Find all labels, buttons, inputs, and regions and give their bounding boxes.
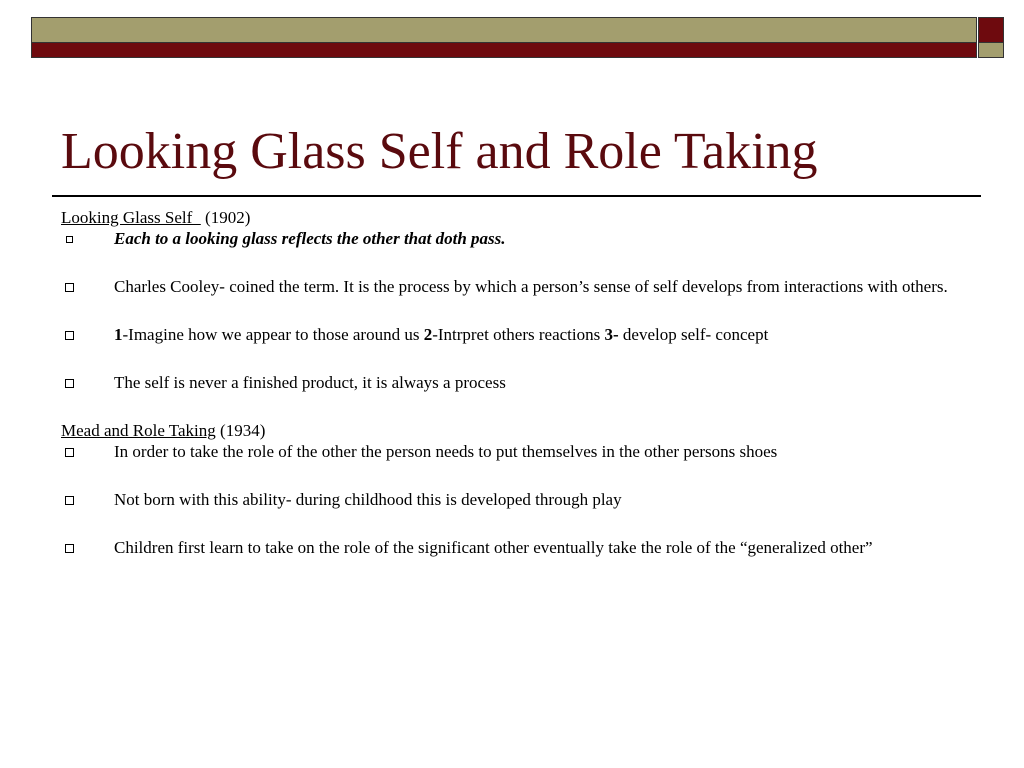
section-heading-mead [61, 421, 961, 442]
slide-body [61, 208, 961, 557]
bullet-item-cooley [61, 277, 961, 296]
step-number: 2 [423, 325, 433, 344]
header-bar-olive [31, 17, 977, 43]
bullet-text: Charles Cooley- coined the term. It is the process by which a person’s sense of self develops from interactions with others. [114, 277, 948, 296]
title-divider [52, 195, 981, 197]
header-square-maroon [978, 17, 1004, 43]
step-text: develop self- concept [618, 325, 769, 344]
bullet-text: Each to a looking glass reflects the other that doth pass. [114, 229, 506, 248]
bullet-item-play [61, 490, 961, 509]
bullet-item-process [61, 373, 961, 392]
square-bullet-icon [65, 331, 74, 340]
header-bar-maroon [31, 43, 977, 58]
step-text: -Intrpret others reactions [432, 325, 605, 344]
section-heading-looking-glass [61, 208, 961, 229]
square-bullet-icon [65, 544, 74, 553]
square-bullet-icon [65, 283, 74, 292]
heading-year: (1934) [220, 421, 266, 440]
heading-label: Looking Glass Self [61, 208, 201, 227]
bullet-text: Children first learn to take on the role of the significant other eventually take the role of the “generalized other” [114, 538, 873, 557]
square-bullet-icon [65, 448, 74, 457]
heading-year: (1902) [205, 208, 251, 227]
bullet-item-role [61, 442, 961, 461]
step-number: 3- [604, 325, 619, 344]
bullet-item-steps [61, 325, 961, 344]
square-bullet-icon [66, 236, 73, 243]
header-square-olive [978, 43, 1004, 58]
bullet-item-quote [61, 229, 961, 248]
slide-title: Looking Glass Self and Role Taking [61, 123, 818, 180]
heading-label: Mead and Role Taking [61, 421, 216, 440]
bullet-text: Not born with this ability- during childhood this is developed through play [114, 490, 622, 509]
step-number: 1 [114, 325, 123, 344]
square-bullet-icon [65, 496, 74, 505]
bullet-text: In order to take the role of the other the person needs to put themselves in the other persons shoes [114, 442, 778, 461]
bullet-item-generalized [61, 538, 961, 557]
step-text: -Imagine how we appear to those around us [122, 325, 424, 344]
square-bullet-icon [65, 379, 74, 388]
bullet-text: The self is never a finished product, it is always a process [114, 373, 506, 392]
